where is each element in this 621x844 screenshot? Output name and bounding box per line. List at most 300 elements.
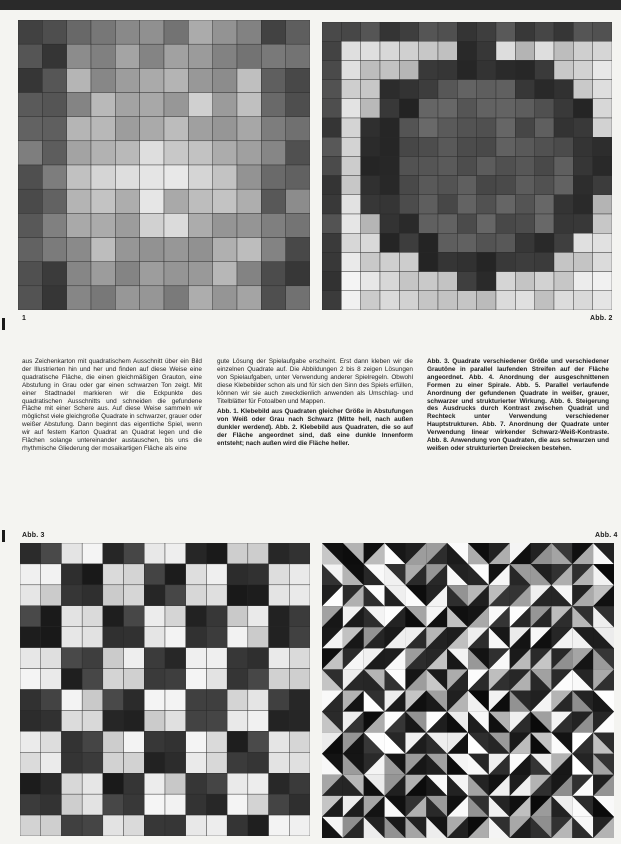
mosaic-tile (535, 80, 554, 99)
figure-4-mosaic (322, 543, 614, 838)
mosaic-tile (322, 252, 341, 271)
mosaic-tile (286, 141, 310, 165)
mosaic-tile (82, 543, 103, 564)
mosaic-tile (227, 752, 248, 773)
mosaic-tile (91, 262, 115, 286)
mosaic-tile (82, 564, 103, 585)
mosaic-tile (535, 291, 554, 310)
mosaic-tile (419, 41, 438, 60)
mosaic-tile (140, 213, 164, 237)
mosaic-tile (269, 669, 290, 690)
mosaic-tile (269, 627, 290, 648)
mosaic-tile (261, 20, 285, 44)
mosaic-tile (289, 690, 310, 711)
mosaic-tile (41, 815, 62, 836)
mosaic-tile (144, 606, 165, 627)
mosaic-tile (67, 213, 91, 237)
mosaic-tile (457, 195, 476, 214)
mosaic-tile (457, 233, 476, 252)
mosaic-tile (286, 262, 310, 286)
mosaic-tile (399, 252, 418, 271)
mosaic-tile (269, 648, 290, 669)
mosaic-tile (213, 44, 237, 68)
mosaic-tile (554, 41, 573, 60)
mosaic-tile (67, 68, 91, 92)
mosaic-tile (457, 22, 476, 41)
mosaic-tile (361, 22, 380, 41)
mosaic-tile (206, 669, 227, 690)
mosaic-tile (188, 189, 212, 213)
mosaic-tile (554, 156, 573, 175)
mosaic-tile (286, 117, 310, 141)
mosaic-tile (227, 585, 248, 606)
mosaic-tile (515, 118, 534, 137)
body-paragraph: aus Zeichenkarton mit quadratischem Ausschnitt über ein Bild der Illustrierten hin und her und finden auf diese Weise eine quadratische Fläche, die einen gleichmäßigen Grauton, eine Abstufung in Grau oder gar einen schwarzen Ton zeigt. Mit einer Stadtnadel markieren wir die Eckpunkte des quadratischen Ausschnitts und schneiden die gefundene Fläche mit einer Schere aus. Auf diese Weise sammeln wir möglichst viele gleichgroße Quadrate in schwarzer, grauer oder weißer Abstufung. Dann beginnt das eigentliche Spiel, wenn wir auf festem Karton Quadrat an Quadrat legen und die Flächen solange untereinander austauschen, bis uns die rhythmische Gliederung der mosaikartigen Fläche als eine (22, 358, 202, 452)
mosaic-tile (477, 137, 496, 156)
mosaic-tile (457, 252, 476, 271)
mosaic-tile (227, 669, 248, 690)
mosaic-tile (554, 195, 573, 214)
mosaic-tile (237, 20, 261, 44)
mosaic-tile (61, 606, 82, 627)
mosaic-tile (322, 137, 341, 156)
mosaic-tile (206, 627, 227, 648)
mosaic-tile (41, 710, 62, 731)
mosaic-tile (67, 20, 91, 44)
mosaic-tile (67, 262, 91, 286)
mosaic-tile (144, 690, 165, 711)
mosaic-tile (269, 543, 290, 564)
mosaic-tile (206, 585, 227, 606)
mosaic-tile (554, 252, 573, 271)
mosaic-tile (165, 669, 186, 690)
mosaic-tile (322, 22, 341, 41)
mosaic-tile (248, 773, 269, 794)
mosaic-tile (286, 93, 310, 117)
figure-2-label: Abb. 2 (590, 315, 613, 322)
mosaic-tile (248, 564, 269, 585)
mosaic-tile (399, 99, 418, 118)
mosaic-tile (164, 189, 188, 213)
mosaic-tile (124, 815, 145, 836)
mosaic-tile (286, 44, 310, 68)
mosaic-tile (554, 214, 573, 233)
mosaic-tile (20, 564, 41, 585)
mosaic-tile (269, 752, 290, 773)
mosaic-tile (188, 165, 212, 189)
mosaic-tile (361, 252, 380, 271)
mosaic-tile (535, 60, 554, 79)
mosaic-tile (269, 564, 290, 585)
mosaic-tile (289, 585, 310, 606)
mosaic-tile (322, 118, 341, 137)
mosaic-tile (322, 195, 341, 214)
mosaic-tile (20, 752, 41, 773)
mosaic-tile (322, 291, 341, 310)
mosaic-tile (286, 20, 310, 44)
mosaic-tile (573, 252, 592, 271)
mosaic-tile (438, 195, 457, 214)
mosaic-tile (535, 195, 554, 214)
mosaic-tile (554, 118, 573, 137)
mosaic-tile (535, 176, 554, 195)
mosaic-tile (515, 233, 534, 252)
mosaic-tile (248, 669, 269, 690)
mosaic-tile (573, 99, 592, 118)
mosaic-tile (438, 137, 457, 156)
mosaic-tile (361, 60, 380, 79)
mosaic-tile (124, 710, 145, 731)
mosaic-tile (438, 156, 457, 175)
mosaic-tile (496, 233, 515, 252)
mosaic-tile (248, 815, 269, 836)
mosaic-tile (554, 272, 573, 291)
mosaic-tile (188, 286, 212, 310)
mosaic-tile (103, 585, 124, 606)
mosaic-tile (206, 731, 227, 752)
mosaic-tile (438, 22, 457, 41)
mosaic-tile (91, 213, 115, 237)
mosaic-tile (289, 731, 310, 752)
figure-2-mosaic (322, 22, 612, 310)
mosaic-tile (573, 60, 592, 79)
mosaic-tile (41, 731, 62, 752)
mosaic-tile (67, 117, 91, 141)
mosaic-tile (399, 195, 418, 214)
mosaic-tile (380, 80, 399, 99)
mosaic-tile (341, 233, 360, 252)
mosaic-tile (42, 20, 66, 44)
mosaic-tile (144, 627, 165, 648)
mosaic-tile (124, 543, 145, 564)
mosaic-tile (269, 773, 290, 794)
mosaic-tile (20, 648, 41, 669)
mosaic-tile (438, 80, 457, 99)
mosaic-tile (361, 80, 380, 99)
mosaic-tile (289, 773, 310, 794)
mosaic-tile (18, 189, 42, 213)
mosaic-tile (41, 794, 62, 815)
mosaic-tile (18, 68, 42, 92)
mosaic-tile (322, 80, 341, 99)
mosaic-tile (438, 233, 457, 252)
mosaic-tile (515, 41, 534, 60)
mosaic-tile (61, 543, 82, 564)
mosaic-tile (535, 99, 554, 118)
mosaic-tile (341, 137, 360, 156)
mosaic-tile (515, 22, 534, 41)
mosaic-tile (82, 794, 103, 815)
mosaic-tile (188, 262, 212, 286)
mosaic-tile (341, 80, 360, 99)
mosaic-tile (399, 214, 418, 233)
mosaic-tile (42, 286, 66, 310)
mosaic-tile (227, 627, 248, 648)
mosaic-tile (380, 137, 399, 156)
mosaic-tile (248, 543, 269, 564)
mosaic-tile (322, 214, 341, 233)
mosaic-tile (286, 286, 310, 310)
mosaic-tile (186, 564, 207, 585)
mosaic-tile (164, 68, 188, 92)
mosaic-tile (164, 286, 188, 310)
mosaic-tile (41, 627, 62, 648)
mosaic-tile (341, 252, 360, 271)
mosaic-tile (103, 773, 124, 794)
mosaic-tile (115, 44, 139, 68)
mosaic-tile (20, 773, 41, 794)
mosaic-tile (227, 815, 248, 836)
mosaic-tile (227, 710, 248, 731)
mosaic-tile (165, 690, 186, 711)
mosaic-tile (361, 233, 380, 252)
mosaic-tile (61, 731, 82, 752)
mosaic-tile (496, 41, 515, 60)
mosaic-tile (438, 272, 457, 291)
mosaic-tile (496, 156, 515, 175)
mosaic-tile (248, 752, 269, 773)
mosaic-tile (20, 710, 41, 731)
mosaic-tile (286, 68, 310, 92)
mosaic-tile (515, 99, 534, 118)
mosaic-tile (144, 564, 165, 585)
mosaic-tile (419, 195, 438, 214)
mosaic-tile (496, 252, 515, 271)
mosaic-tile (206, 752, 227, 773)
mosaic-tile (399, 60, 418, 79)
mosaic-tile (186, 752, 207, 773)
mosaic-tile (20, 731, 41, 752)
mosaic-tile (42, 68, 66, 92)
mosaic-tile (20, 585, 41, 606)
mosaic-tile (261, 165, 285, 189)
mosaic-tile (165, 543, 186, 564)
figure-1-mosaic (18, 20, 310, 310)
mosaic-tile (248, 585, 269, 606)
mosaic-tile (535, 41, 554, 60)
mosaic-tile (341, 272, 360, 291)
mosaic-tile (115, 141, 139, 165)
mosaic-tile (213, 141, 237, 165)
mosaic-tile (457, 214, 476, 233)
mosaic-tile (554, 99, 573, 118)
mosaic-tile (20, 543, 41, 564)
mosaic-tile (67, 93, 91, 117)
mosaic-tile (61, 585, 82, 606)
mosaic-tile (42, 262, 66, 286)
mosaic-tile (140, 189, 164, 213)
mosaic-tile (61, 648, 82, 669)
mosaic-tile (593, 41, 612, 60)
mosaic-tile (380, 176, 399, 195)
body-paragraph: gute Lösung der Spielaufgabe erscheint. Erst dann kleben wir die einzelnen Quadrate auf. Die Abbildungen 2 bis 8 zeigen Lösungen von Spielaufgaben, unter Verwendung anderer Spielregeln. Obwohl diese Klebebilder schon als und für sich den Sinn des Spiels erfüllen, können wir sie auch zweckdienlich anwenden als Umschlag- und Titelblätter für Fotoalben und Mappen. (217, 358, 413, 405)
mosaic-tile (227, 564, 248, 585)
mosaic-tile (261, 213, 285, 237)
mosaic-tile (380, 60, 399, 79)
mosaic-tile (261, 189, 285, 213)
mosaic-tile (103, 731, 124, 752)
mosaic-tile (341, 22, 360, 41)
mosaic-tile (140, 262, 164, 286)
mosaic-tile (165, 794, 186, 815)
mosaic-tile (91, 20, 115, 44)
mosaic-tile (164, 117, 188, 141)
mosaic-tile (188, 117, 212, 141)
mosaic-tile (477, 156, 496, 175)
mosaic-tile (419, 80, 438, 99)
mosaic-tile (286, 165, 310, 189)
mosaic-tile (341, 60, 360, 79)
mosaic-tile (438, 118, 457, 137)
mosaic-tile (206, 606, 227, 627)
mosaic-tile (438, 176, 457, 195)
page-edge-mark (2, 318, 5, 330)
mosaic-tile (144, 794, 165, 815)
mosaic-tile (399, 291, 418, 310)
figure-3-label: Abb. 3 (22, 532, 45, 539)
mosaic-tile (248, 731, 269, 752)
mosaic-tile (103, 606, 124, 627)
mosaic-tile (496, 214, 515, 233)
mosaic-tile (61, 710, 82, 731)
mosaic-tile (419, 99, 438, 118)
mosaic-tile (477, 272, 496, 291)
mosaic-tile (213, 286, 237, 310)
mosaic-tile (419, 252, 438, 271)
mosaic-tile (341, 99, 360, 118)
mosaic-tile (289, 794, 310, 815)
mosaic-tile (124, 752, 145, 773)
mosaic-tile (289, 543, 310, 564)
mosaic-tile (18, 93, 42, 117)
mosaic-tile (165, 752, 186, 773)
mosaic-tile (593, 137, 612, 156)
mosaic-tile (269, 690, 290, 711)
mosaic-tile (144, 773, 165, 794)
mosaic-tile (573, 22, 592, 41)
mosaic-tile (477, 118, 496, 137)
mosaic-tile (535, 214, 554, 233)
mosaic-tile (269, 794, 290, 815)
figure-4-triangle-collage (322, 543, 614, 838)
mosaic-tile (237, 165, 261, 189)
mosaic-tile (496, 99, 515, 118)
mosaic-tile (124, 585, 145, 606)
mosaic-tile (573, 195, 592, 214)
mosaic-tile (399, 41, 418, 60)
mosaic-tile (380, 118, 399, 137)
mosaic-tile (289, 815, 310, 836)
mosaic-tile (515, 80, 534, 99)
mosaic-tile (61, 690, 82, 711)
mosaic-tile (20, 690, 41, 711)
mosaic-tile (213, 93, 237, 117)
mosaic-tile (82, 606, 103, 627)
mosaic-tile (41, 669, 62, 690)
mosaic-tile (124, 794, 145, 815)
mosaic-tile (61, 669, 82, 690)
mosaic-tile (554, 291, 573, 310)
mosaic-tile (361, 137, 380, 156)
mosaic-tile (164, 44, 188, 68)
mosaic-tile (227, 648, 248, 669)
mosaic-tile (380, 22, 399, 41)
mosaic-tile (188, 20, 212, 44)
mosaic-tile (188, 93, 212, 117)
mosaic-tile (554, 176, 573, 195)
mosaic-tile (206, 648, 227, 669)
mosaic-tile (91, 93, 115, 117)
mosaic-tile (124, 669, 145, 690)
mosaic-tile (457, 99, 476, 118)
mosaic-tile (289, 710, 310, 731)
mosaic-tile (42, 213, 66, 237)
mosaic-tile (380, 99, 399, 118)
mosaic-tile (41, 752, 62, 773)
mosaic-tile (91, 117, 115, 141)
mosaic-tile (361, 272, 380, 291)
mosaic-tile (399, 22, 418, 41)
mosaic-tile (213, 238, 237, 262)
mosaic-tile (186, 773, 207, 794)
mosaic-tile (18, 44, 42, 68)
mosaic-tile (535, 156, 554, 175)
mosaic-tile (515, 291, 534, 310)
mosaic-tile (42, 189, 66, 213)
mosaic-tile (380, 214, 399, 233)
mosaic-tile (593, 233, 612, 252)
mosaic-tile (261, 262, 285, 286)
mosaic-tile (165, 606, 186, 627)
mosaic-tile (206, 710, 227, 731)
mosaic-tile (42, 165, 66, 189)
mosaic-tile (18, 20, 42, 44)
mosaic-tile (82, 752, 103, 773)
mosaic-tile (237, 141, 261, 165)
mosaic-tile (438, 252, 457, 271)
mosaic-tile (477, 80, 496, 99)
mosaic-tile (593, 60, 612, 79)
mosaic-tile (322, 176, 341, 195)
mosaic-tile (206, 815, 227, 836)
mosaic-tile (261, 93, 285, 117)
mosaic-tile (496, 195, 515, 214)
mosaic-tile (115, 213, 139, 237)
mosaic-tile (237, 93, 261, 117)
mosaic-tile (554, 60, 573, 79)
mosaic-tile (144, 752, 165, 773)
mosaic-tile (380, 291, 399, 310)
mosaic-tile (248, 794, 269, 815)
mosaic-tile (535, 233, 554, 252)
mosaic-tile (140, 286, 164, 310)
mosaic-tile (124, 564, 145, 585)
mosaic-tile (165, 815, 186, 836)
mosaic-tile (573, 272, 592, 291)
mosaic-tile (593, 156, 612, 175)
mosaic-tile (164, 93, 188, 117)
mosaic-tile (289, 564, 310, 585)
mosaic-tile (419, 156, 438, 175)
mosaic-tile (115, 286, 139, 310)
mosaic-tile (477, 233, 496, 252)
figure-3-mosaic (20, 543, 310, 836)
mosaic-tile (496, 22, 515, 41)
mosaic-tile (261, 68, 285, 92)
mosaic-tile (18, 141, 42, 165)
mosaic-tile (67, 165, 91, 189)
mosaic-tile (380, 252, 399, 271)
